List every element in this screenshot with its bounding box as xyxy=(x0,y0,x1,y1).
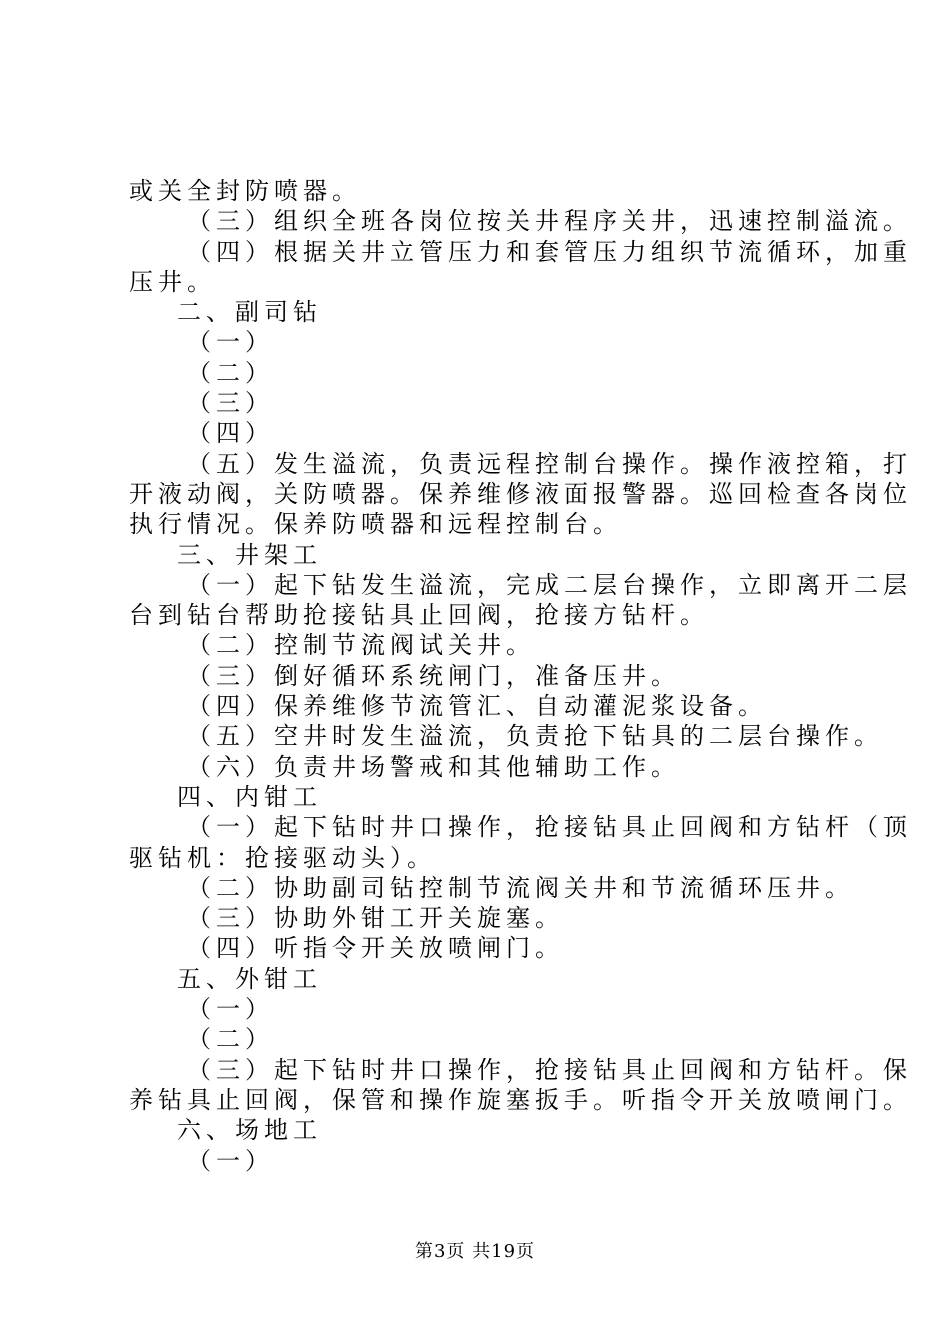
text-line: 驱钻机：抢接驱动头）。 xyxy=(129,843,436,872)
text-line: （六）负责井场警戒和其他辅助工作。 xyxy=(187,752,680,781)
text-line: 养钻具止回阀，保管和操作旋塞扳手。听指令开关放喷闸门。 xyxy=(129,1085,912,1114)
section-heading: 三、井架工 xyxy=(177,540,322,569)
text-line: （一） xyxy=(187,1146,274,1175)
text-line: （三）组织全班各岗位按关井程序关井，迅速控制溢流。 xyxy=(187,207,912,236)
text-line: 台到钻台帮助抢接钻具止回阀，抢接方钻杆。 xyxy=(129,601,709,630)
section-heading: 四、内钳工 xyxy=(177,782,322,811)
section-heading: 五、外钳工 xyxy=(177,964,322,993)
text-line: （三）起下钻时井口操作，抢接钻具止回阀和方钻杆。保 xyxy=(187,1055,912,1084)
text-line: （四）听指令开关放喷闸门。 xyxy=(187,934,564,963)
text-line: 压井。 xyxy=(129,267,216,296)
text-line: （一） xyxy=(187,328,274,357)
text-line: （二）控制节流阀试关井。 xyxy=(187,631,535,660)
page-footer: 第3页 共19页 xyxy=(414,1241,536,1262)
text-line: （一）起下钻时井口操作，抢接钻具止回阀和方钻杆（顶 xyxy=(187,813,912,842)
document-body xyxy=(129,176,912,1176)
text-line: （二）协助副司钻控制节流阀关井和节流循环压井。 xyxy=(187,873,854,902)
text-line: （一） xyxy=(187,995,274,1024)
text-line: （二） xyxy=(187,1025,274,1054)
text-line: （三）协助外钳工开关旋塞。 xyxy=(187,904,564,933)
section-heading: 二、副司钻 xyxy=(177,298,322,327)
text-line: （二） xyxy=(187,358,274,387)
text-line: 或关全封防喷器。 xyxy=(129,177,361,205)
text-line: （一）起下钻发生溢流，完成二层台操作，立即离开二层 xyxy=(187,570,912,599)
text-line: （三） xyxy=(187,389,274,418)
text-line: （五）空井时发生溢流，负责抢下钻具的二层台操作。 xyxy=(187,722,883,751)
text-line: （四） xyxy=(187,419,274,448)
text-line: 开液动阀，关防喷器。保养维修液面报警器。巡回检查各岗位 xyxy=(129,479,912,508)
section-heading: 六、场地工 xyxy=(177,1116,322,1145)
text-line: （三）倒好循环系统闸门，准备压井。 xyxy=(187,661,680,690)
text-line: （五）发生溢流，负责远程控制台操作。操作液控箱，打 xyxy=(187,449,912,478)
text-line: 执行情况。保养防喷器和远程控制台。 xyxy=(129,510,622,539)
text-line: （四）根据关井立管压力和套管压力组织节流循环，加重 xyxy=(187,237,912,266)
text-line: （四）保养维修节流管汇、自动灌泥浆设备。 xyxy=(187,692,767,721)
